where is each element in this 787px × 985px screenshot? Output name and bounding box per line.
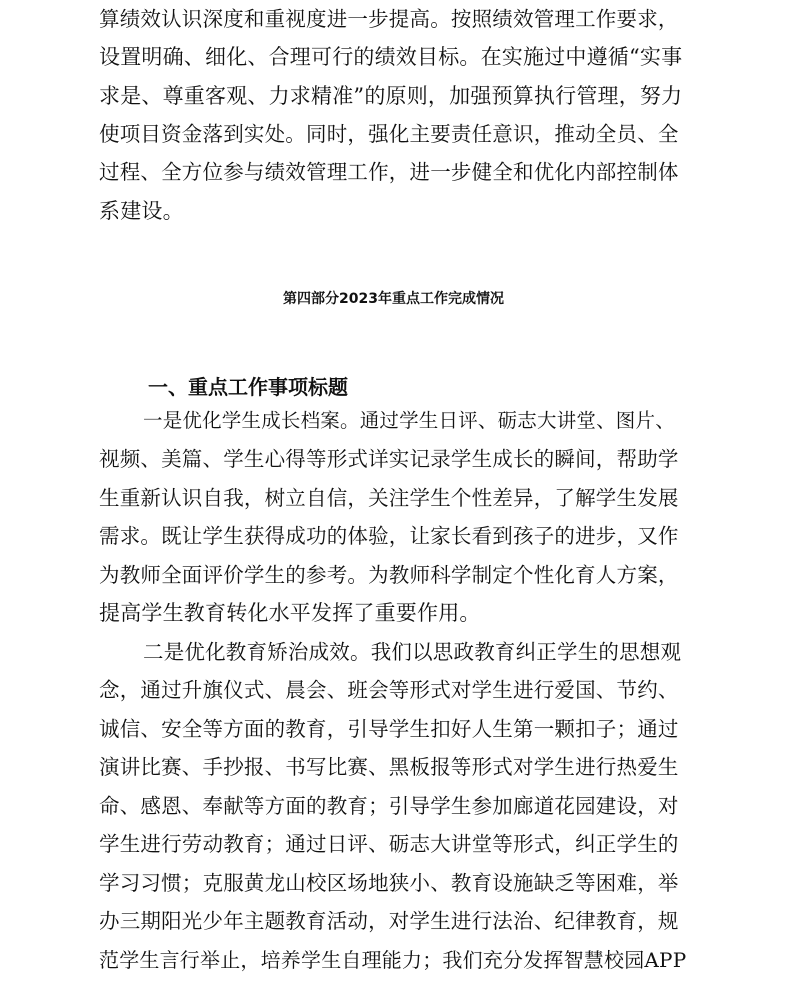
intro-line-3: 求是、尊重客观、力求精准”的原则，加强预算执行管理，努力	[99, 84, 683, 108]
intro-line-2: 设置明确、细化、合理可行的绩效目标。在实施过中遵循“实事	[99, 45, 683, 69]
para1-line-6: 提高学生教育转化水平发挥了重要作用。	[99, 601, 481, 625]
para2-line-1: 二是优化教育矫治成效。我们以思政教育纠正学生的思想观	[143, 640, 682, 664]
para2-line-9: 范学生言行举止，培养学生自理能力；我们充分发挥智慧校园APP	[99, 948, 687, 972]
para2-line-3: 诚信、安全等方面的教育，引导学生扣好人生第一颗扣子；通过	[99, 717, 679, 741]
intro-line-6: 系建设。	[99, 199, 184, 223]
para2-line-6: 学生进行劳动教育；通过日评、砺志大讲堂等形式，纠正学生的	[99, 832, 679, 856]
intro-line-5: 过程、全方位参与绩效管理工作，进一步健全和优化内部控制体	[99, 160, 679, 184]
para2-line-8: 办三期阳光少年主题教育活动，对学生进行法治、纪律教育，规	[99, 909, 679, 933]
para1-line-5: 为教师全面评价学生的参考。为教师科学制定个性化育人方案，	[99, 563, 679, 587]
para1-line-2: 视频、美篇、学生心得等形式详实记录学生成长的瞬间，帮助学	[99, 447, 679, 471]
para2-line-2: 念，通过升旗仪式、晨会、班会等形式对学生进行爱国、节约、	[99, 678, 679, 702]
para2-line-5: 命、感恩、奉献等方面的教育；引导学生参加廊道花园建设，对	[99, 794, 679, 818]
intro-line-4: 使项目资金落到实处。同时，强化主要责任意识，推动全员、全	[99, 122, 679, 146]
para1-line-4: 需求。既让学生获得成功的体验，让家长看到孩子的进步，又作	[99, 524, 679, 548]
para2-line-4: 演讲比赛、手抄报、书写比赛、黑板报等形式对学生进行热爱生	[99, 755, 679, 779]
para1-line-1: 一是优化学生成长档案。通过学生日评、砺志大讲堂、图片、	[143, 409, 675, 432]
subheading: 一、重点工作事项标题	[148, 375, 348, 399]
para1-line-3: 生重新认识自我，树立自信，关注学生个性差异，了解学生发展	[99, 486, 679, 510]
para2-line-7: 学习习惯；克服黄龙山校区场地狭小、教育设施缺乏等困难，举	[99, 871, 679, 895]
intro-line-1: 算绩效认识深度和重视度进一步提高。按照绩效管理工作要求，	[99, 7, 679, 31]
section-title: 第四部分2023年重点工作完成情况	[283, 291, 504, 307]
